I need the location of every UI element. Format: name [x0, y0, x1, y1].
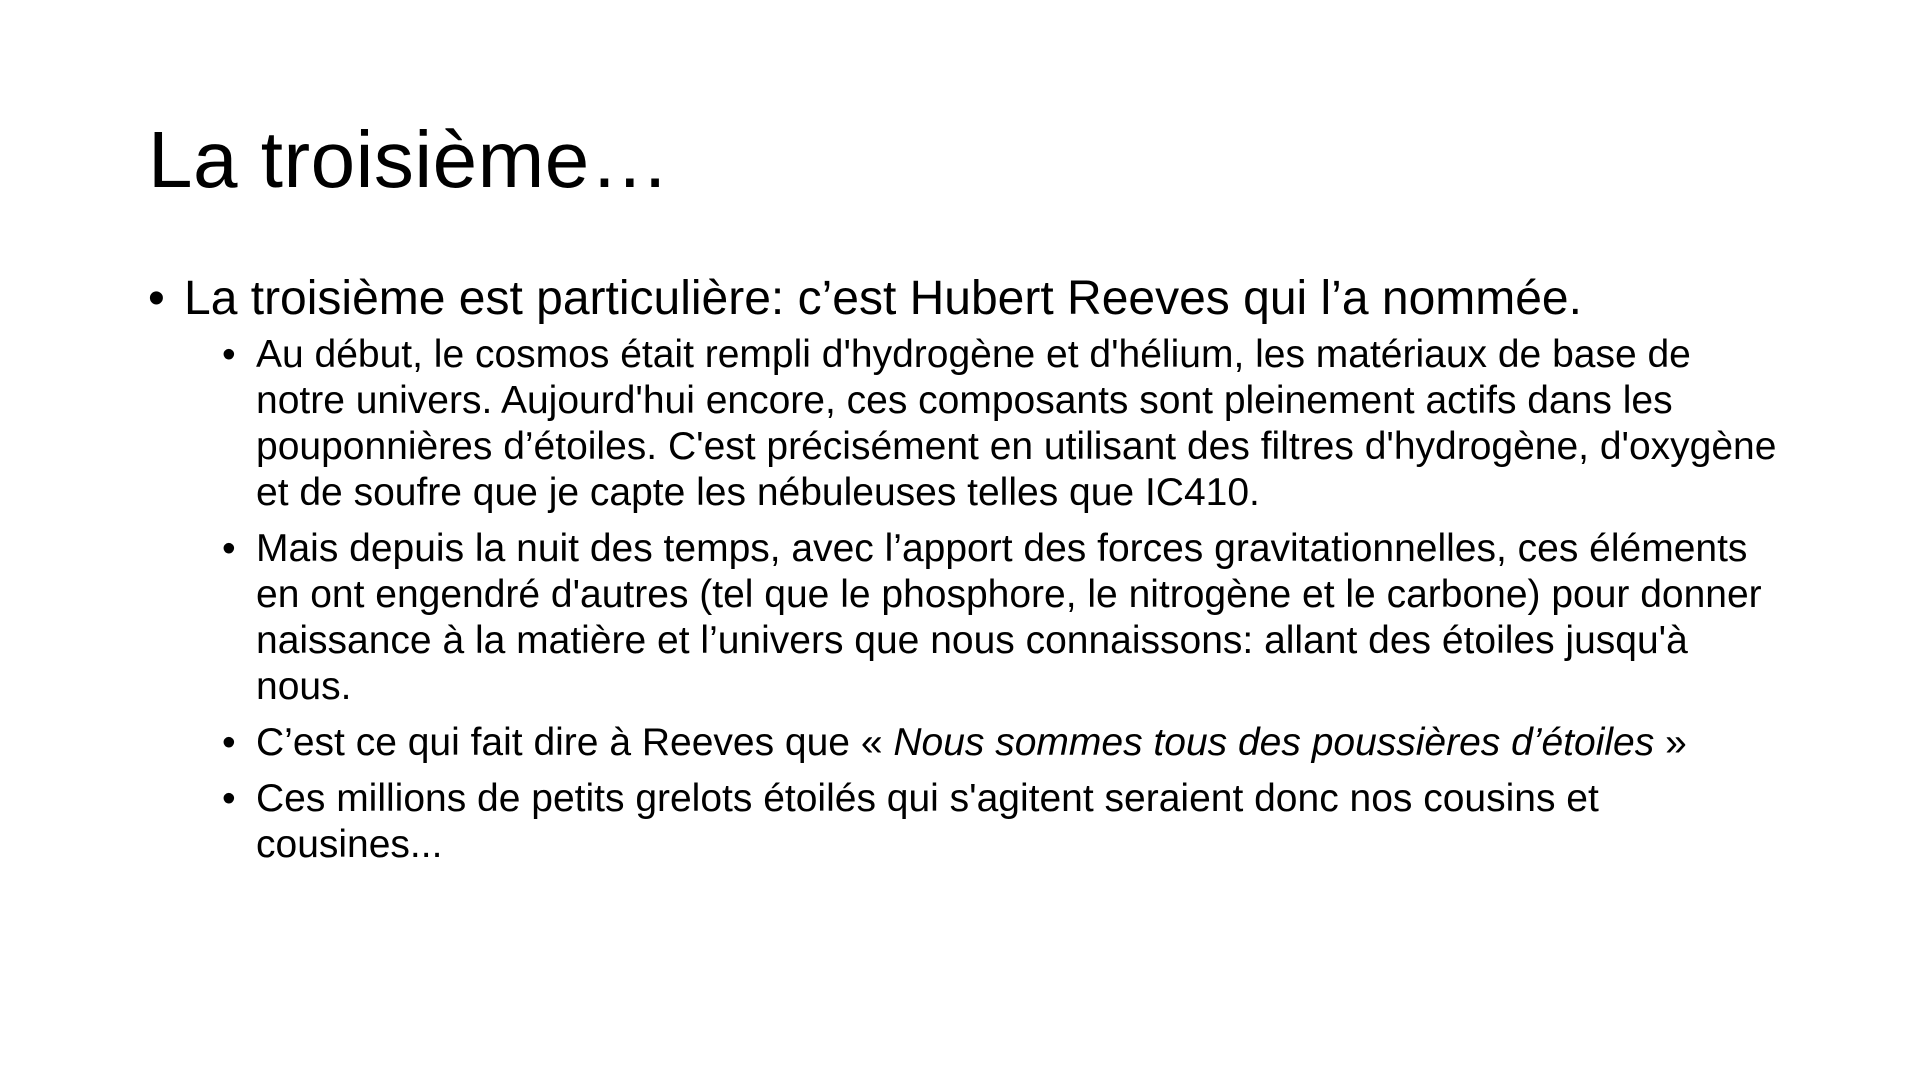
sub-bullet-point	[148, 526, 1788, 710]
sub-bullet-text-after-quote: »	[1654, 721, 1687, 764]
slide-title: La troisième…	[148, 115, 671, 204]
sub-bullet-point	[148, 776, 1788, 868]
bullet-icon: •	[222, 777, 236, 820]
sub-bullet-text: Ces millions de petits grelots étoilés qui s'agitent seraient donc nos cousins et cousines...	[256, 777, 1599, 866]
main-bullet-text: La troisième est particulière: c’est Hubert Reeves qui l’a nommée.	[184, 272, 1582, 325]
bullet-icon: •	[222, 527, 236, 570]
sub-bullet-text: Mais depuis la nuit des temps, avec l’apport des forces gravitationnelles, ces éléments en ont engendré d'autres (tel que le phosphore, le nitrogène et le carbone) pour donner naissance à la matière et l’univers que nous connaissons: allant des étoiles jusqu'à nous.	[256, 527, 1762, 708]
bullet-icon: •	[222, 333, 236, 376]
sub-bullet-list	[148, 332, 1788, 868]
sub-bullet-point	[148, 332, 1788, 516]
reeves-quote: Nous sommes tous des poussières d’étoiles	[893, 721, 1655, 764]
bullet-icon: •	[148, 272, 165, 325]
sub-bullet-point	[148, 720, 1788, 766]
main-bullet-point	[148, 272, 1788, 326]
bullet-icon: •	[222, 721, 236, 764]
sub-bullet-text-before-quote: C’est ce qui fait dire à Reeves que «	[256, 721, 894, 764]
sub-bullet-text: Au début, le cosmos était rempli d'hydrogène et d'hélium, les matériaux de base de notre univers. Aujourd'hui encore, ces composants sont pleinement actifs dans les pouponnières d’étoiles. C'est précisément en utilisant des filtres d'hydrogène, d'oxygène et de soufre que je capte les nébuleuses telles que IC410.	[256, 333, 1777, 514]
slide-content	[148, 272, 1788, 878]
